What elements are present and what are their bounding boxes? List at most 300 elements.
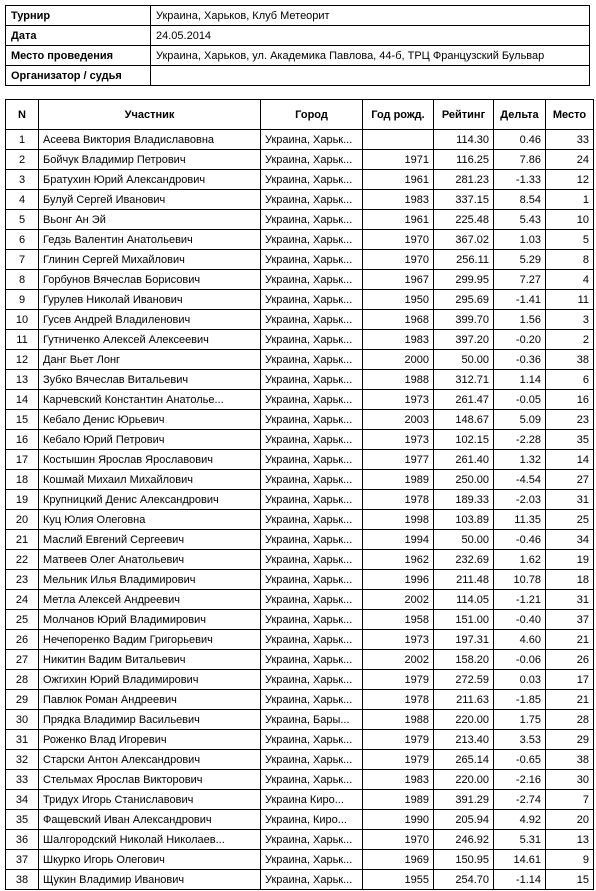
tournament-info-body xyxy=(6,6,590,86)
cell-city: Украина, Харьк... xyxy=(261,570,363,590)
cell-number: 33 xyxy=(6,770,39,790)
cell-number: 32 xyxy=(6,750,39,770)
cell-birth-year: 2003 xyxy=(363,410,434,430)
cell-delta: -1.14 xyxy=(494,870,546,890)
cell-city: Украина, Харьк... xyxy=(261,430,363,450)
cell-rating: 158.20 xyxy=(434,650,494,670)
cell-place: 38 xyxy=(546,350,594,370)
cell-participant: Зубко Вячеслав Витальевич xyxy=(39,370,261,390)
cell-place: 28 xyxy=(546,710,594,730)
cell-city: Украина, Харьк... xyxy=(261,550,363,570)
cell-delta: 14.61 xyxy=(494,850,546,870)
table-row xyxy=(6,670,594,690)
cell-number: 16 xyxy=(6,430,39,450)
cell-number: 29 xyxy=(6,690,39,710)
cell-rating: 213.40 xyxy=(434,730,494,750)
table-row xyxy=(6,790,594,810)
table-row xyxy=(6,490,594,510)
results-header-row xyxy=(6,100,594,130)
cell-number: 1 xyxy=(6,130,39,150)
cell-delta: 0.46 xyxy=(494,130,546,150)
cell-rating: 103.89 xyxy=(434,510,494,530)
cell-birth-year: 1970 xyxy=(363,830,434,850)
cell-birth-year: 1977 xyxy=(363,450,434,470)
cell-birth-year: 1983 xyxy=(363,770,434,790)
results-table xyxy=(5,99,594,890)
cell-place: 6 xyxy=(546,370,594,390)
results-body xyxy=(6,130,594,890)
cell-delta: 11.35 xyxy=(494,510,546,530)
cell-city: Украина, Харьк... xyxy=(261,270,363,290)
cell-delta: 5.43 xyxy=(494,210,546,230)
table-row xyxy=(6,130,594,150)
table-row xyxy=(6,210,594,230)
info-label: Организатор / судья xyxy=(6,66,151,86)
cell-delta: 5.29 xyxy=(494,250,546,270)
table-row xyxy=(6,750,594,770)
cell-city: Украина, Харьк... xyxy=(261,690,363,710)
cell-number: 14 xyxy=(6,390,39,410)
cell-number: 21 xyxy=(6,530,39,550)
cell-delta: 7.27 xyxy=(494,270,546,290)
cell-delta: 1.03 xyxy=(494,230,546,250)
table-row xyxy=(6,310,594,330)
cell-participant: Гедзь Валентин Анатольевич xyxy=(39,230,261,250)
cell-city: Украина, Харьк... xyxy=(261,210,363,230)
table-row xyxy=(6,710,594,730)
cell-place: 11 xyxy=(546,290,594,310)
cell-participant: Нечепоренко Вадим Григорьевич xyxy=(39,630,261,650)
cell-city: Украина, Харьк... xyxy=(261,470,363,490)
cell-delta: -2.03 xyxy=(494,490,546,510)
cell-place: 16 xyxy=(546,390,594,410)
cell-rating: 151.00 xyxy=(434,610,494,630)
cell-place: 20 xyxy=(546,810,594,830)
info-row xyxy=(6,66,590,86)
cell-delta: 0.03 xyxy=(494,670,546,690)
info-value: Украина, Харьков, Клуб Метеорит xyxy=(151,6,590,26)
cell-city: Украина, Харьк... xyxy=(261,350,363,370)
cell-number: 6 xyxy=(6,230,39,250)
cell-birth-year: 1961 xyxy=(363,170,434,190)
table-row xyxy=(6,230,594,250)
cell-birth-year: 1990 xyxy=(363,810,434,830)
cell-birth-year: 1989 xyxy=(363,470,434,490)
cell-place: 1 xyxy=(546,190,594,210)
cell-place: 35 xyxy=(546,430,594,450)
cell-rating: 254.70 xyxy=(434,870,494,890)
cell-birth-year: 1973 xyxy=(363,390,434,410)
cell-place: 17 xyxy=(546,670,594,690)
cell-participant: Крупницкий Денис Александрович xyxy=(39,490,261,510)
info-value: Украина, Харьков, ул. Академика Павлова, 44-б, ТРЦ Французский Бульвар xyxy=(151,46,590,66)
table-row xyxy=(6,350,594,370)
cell-rating: 246.92 xyxy=(434,830,494,850)
cell-number: 15 xyxy=(6,410,39,430)
cell-number: 9 xyxy=(6,290,39,310)
cell-number: 11 xyxy=(6,330,39,350)
cell-birth-year: 1989 xyxy=(363,790,434,810)
cell-participant: Ожгихин Юрий Владимирович xyxy=(39,670,261,690)
cell-city: Украина, Харьк... xyxy=(261,310,363,330)
cell-participant: Булуй Сергей Иванович xyxy=(39,190,261,210)
cell-place: 24 xyxy=(546,150,594,170)
cell-place: 25 xyxy=(546,510,594,530)
cell-delta: -0.46 xyxy=(494,530,546,550)
cell-number: 10 xyxy=(6,310,39,330)
cell-rating: 50.00 xyxy=(434,350,494,370)
cell-place: 2 xyxy=(546,330,594,350)
cell-birth-year: 1969 xyxy=(363,850,434,870)
cell-participant: Кошмай Михаил Михайлович xyxy=(39,470,261,490)
cell-participant: Костышин Ярослав Ярославович xyxy=(39,450,261,470)
cell-rating: 272.59 xyxy=(434,670,494,690)
cell-participant: Роженко Влад Игоревич xyxy=(39,730,261,750)
cell-number: 31 xyxy=(6,730,39,750)
cell-number: 27 xyxy=(6,650,39,670)
cell-delta: 5.31 xyxy=(494,830,546,850)
header-place: Место xyxy=(546,100,594,130)
cell-birth-year: 1967 xyxy=(363,270,434,290)
cell-participant: Щукин Владимир Иванович xyxy=(39,870,261,890)
table-row xyxy=(6,190,594,210)
cell-place: 21 xyxy=(546,630,594,650)
cell-participant: Гутниченко Алексей Алексеевич xyxy=(39,330,261,350)
cell-city: Украина, Харьк... xyxy=(261,670,363,690)
cell-participant: Кебало Денис Юрьевич xyxy=(39,410,261,430)
cell-number: 30 xyxy=(6,710,39,730)
table-row xyxy=(6,610,594,630)
cell-birth-year: 1983 xyxy=(363,190,434,210)
cell-delta: -2.16 xyxy=(494,770,546,790)
header-rating: Рейтинг xyxy=(434,100,494,130)
table-row xyxy=(6,370,594,390)
cell-participant: Асеева Виктория Владиславовна xyxy=(39,130,261,150)
cell-place: 23 xyxy=(546,410,594,430)
table-row xyxy=(6,410,594,430)
cell-birth-year: 1955 xyxy=(363,870,434,890)
cell-rating: 150.95 xyxy=(434,850,494,870)
table-row xyxy=(6,150,594,170)
cell-birth-year: 1971 xyxy=(363,150,434,170)
cell-city: Украина, Харьк... xyxy=(261,410,363,430)
cell-rating: 189.33 xyxy=(434,490,494,510)
cell-delta: 4.92 xyxy=(494,810,546,830)
info-row xyxy=(6,6,590,26)
cell-delta: -1.21 xyxy=(494,590,546,610)
cell-number: 28 xyxy=(6,670,39,690)
cell-city: Украина Киро... xyxy=(261,790,363,810)
cell-rating: 261.47 xyxy=(434,390,494,410)
cell-rating: 265.14 xyxy=(434,750,494,770)
cell-birth-year: 1996 xyxy=(363,570,434,590)
cell-number: 36 xyxy=(6,830,39,850)
cell-city: Украина, Харьк... xyxy=(261,750,363,770)
cell-place: 5 xyxy=(546,230,594,250)
info-label: Дата xyxy=(6,26,151,46)
cell-participant: Никитин Вадим Витальевич xyxy=(39,650,261,670)
cell-delta: -0.20 xyxy=(494,330,546,350)
cell-delta: 7.86 xyxy=(494,150,546,170)
cell-place: 27 xyxy=(546,470,594,490)
cell-city: Украина, Харьк... xyxy=(261,530,363,550)
cell-participant: Старски Антон Александрович xyxy=(39,750,261,770)
cell-place: 29 xyxy=(546,730,594,750)
cell-participant: Шалгородский Николай Николаев... xyxy=(39,830,261,850)
cell-number: 26 xyxy=(6,630,39,650)
cell-participant: Вьонг Ан Эй xyxy=(39,210,261,230)
cell-delta: 10.78 xyxy=(494,570,546,590)
cell-birth-year: 2002 xyxy=(363,650,434,670)
cell-number: 12 xyxy=(6,350,39,370)
cell-place: 30 xyxy=(546,770,594,790)
cell-place: 10 xyxy=(546,210,594,230)
cell-number: 23 xyxy=(6,570,39,590)
cell-birth-year: 1970 xyxy=(363,250,434,270)
cell-city: Украина, Харьк... xyxy=(261,150,363,170)
cell-rating: 220.00 xyxy=(434,710,494,730)
cell-delta: -0.05 xyxy=(494,390,546,410)
cell-delta: -1.41 xyxy=(494,290,546,310)
cell-place: 37 xyxy=(546,610,594,630)
cell-rating: 211.48 xyxy=(434,570,494,590)
cell-participant: Молчанов Юрий Владимирович xyxy=(39,610,261,630)
cell-city: Украина, Харьк... xyxy=(261,170,363,190)
cell-participant: Фащевский Иван Александрович xyxy=(39,810,261,830)
cell-rating: 397.20 xyxy=(434,330,494,350)
cell-rating: 261.40 xyxy=(434,450,494,470)
cell-participant: Куц Юлия Олеговна xyxy=(39,510,261,530)
cell-rating: 299.95 xyxy=(434,270,494,290)
cell-city: Украина, Харьк... xyxy=(261,650,363,670)
cell-birth-year: 2002 xyxy=(363,590,434,610)
cell-number: 5 xyxy=(6,210,39,230)
header-number: N xyxy=(6,100,39,130)
cell-birth-year: 1973 xyxy=(363,430,434,450)
cell-delta: -0.36 xyxy=(494,350,546,370)
cell-delta: 4.60 xyxy=(494,630,546,650)
cell-number: 13 xyxy=(6,370,39,390)
cell-delta: 1.56 xyxy=(494,310,546,330)
cell-birth-year: 1978 xyxy=(363,690,434,710)
cell-birth-year: 1988 xyxy=(363,710,434,730)
table-row xyxy=(6,290,594,310)
cell-birth-year: 1978 xyxy=(363,490,434,510)
cell-city: Украина, Харьк... xyxy=(261,250,363,270)
cell-participant: Прядка Владимир Васильевич xyxy=(39,710,261,730)
cell-rating: 337.15 xyxy=(434,190,494,210)
cell-place: 14 xyxy=(546,450,594,470)
cell-number: 7 xyxy=(6,250,39,270)
cell-delta: 1.14 xyxy=(494,370,546,390)
cell-rating: 250.00 xyxy=(434,470,494,490)
table-row xyxy=(6,250,594,270)
cell-place: 12 xyxy=(546,170,594,190)
cell-participant: Стельмах Ярослав Викторович xyxy=(39,770,261,790)
cell-birth-year: 1983 xyxy=(363,330,434,350)
cell-city: Украина, Харьк... xyxy=(261,770,363,790)
cell-place: 3 xyxy=(546,310,594,330)
cell-number: 8 xyxy=(6,270,39,290)
table-row xyxy=(6,850,594,870)
cell-city: Украина, Бары... xyxy=(261,710,363,730)
cell-birth-year: 1988 xyxy=(363,370,434,390)
cell-birth-year: 1998 xyxy=(363,510,434,530)
header-participant: Участник xyxy=(39,100,261,130)
info-label: Турнир xyxy=(6,6,151,26)
tournament-info-table xyxy=(5,5,590,86)
cell-city: Украина, Харьк... xyxy=(261,830,363,850)
cell-participant: Гурулев Николай Иванович xyxy=(39,290,261,310)
cell-city: Украина, Харьк... xyxy=(261,370,363,390)
cell-rating: 281.23 xyxy=(434,170,494,190)
cell-place: 33 xyxy=(546,130,594,150)
cell-city: Украина, Харьк... xyxy=(261,130,363,150)
cell-number: 35 xyxy=(6,810,39,830)
cell-city: Украина, Харьк... xyxy=(261,870,363,890)
cell-rating: 114.30 xyxy=(434,130,494,150)
cell-number: 19 xyxy=(6,490,39,510)
cell-birth-year: 1968 xyxy=(363,310,434,330)
cell-number: 4 xyxy=(6,190,39,210)
cell-place: 31 xyxy=(546,490,594,510)
cell-birth-year: 1970 xyxy=(363,230,434,250)
cell-number: 25 xyxy=(6,610,39,630)
cell-city: Украина, Харьк... xyxy=(261,190,363,210)
table-row xyxy=(6,430,594,450)
cell-rating: 50.00 xyxy=(434,530,494,550)
table-row xyxy=(6,570,594,590)
cell-rating: 225.48 xyxy=(434,210,494,230)
cell-participant: Бойчук Владимир Петрович xyxy=(39,150,261,170)
table-row xyxy=(6,650,594,670)
cell-delta: -1.33 xyxy=(494,170,546,190)
cell-place: 18 xyxy=(546,570,594,590)
table-row xyxy=(6,530,594,550)
cell-birth-year xyxy=(363,130,434,150)
cell-birth-year: 1979 xyxy=(363,750,434,770)
cell-participant: Маслий Евгений Сергеевич xyxy=(39,530,261,550)
info-value xyxy=(151,66,590,86)
cell-rating: 220.00 xyxy=(434,770,494,790)
cell-birth-year: 1958 xyxy=(363,610,434,630)
cell-birth-year: 2000 xyxy=(363,350,434,370)
cell-delta: -1.85 xyxy=(494,690,546,710)
cell-place: 31 xyxy=(546,590,594,610)
cell-city: Украина, Харьк... xyxy=(261,230,363,250)
cell-city: Украина, Харьк... xyxy=(261,510,363,530)
cell-birth-year: 1994 xyxy=(363,530,434,550)
info-label: Место проведения xyxy=(6,46,151,66)
cell-delta: 5.09 xyxy=(494,410,546,430)
cell-delta: -0.06 xyxy=(494,650,546,670)
table-row xyxy=(6,810,594,830)
cell-city: Украина, Харьк... xyxy=(261,730,363,750)
cell-number: 22 xyxy=(6,550,39,570)
cell-number: 18 xyxy=(6,470,39,490)
info-row xyxy=(6,46,590,66)
table-row xyxy=(6,450,594,470)
cell-city: Украина, Харьк... xyxy=(261,290,363,310)
cell-place: 21 xyxy=(546,690,594,710)
cell-rating: 312.71 xyxy=(434,370,494,390)
cell-number: 24 xyxy=(6,590,39,610)
table-row xyxy=(6,330,594,350)
cell-participant: Павлюк Роман Андреевич xyxy=(39,690,261,710)
cell-participant: Гусев Андрей Владиленович xyxy=(39,310,261,330)
table-row xyxy=(6,470,594,490)
cell-number: 3 xyxy=(6,170,39,190)
cell-delta: -2.28 xyxy=(494,430,546,450)
cell-delta: 1.32 xyxy=(494,450,546,470)
cell-delta: 1.75 xyxy=(494,710,546,730)
cell-participant: Братухин Юрий Александрович xyxy=(39,170,261,190)
cell-participant: Мельник Илья Владимирович xyxy=(39,570,261,590)
cell-delta: -2.74 xyxy=(494,790,546,810)
header-birth-year: Год рожд. xyxy=(363,100,434,130)
cell-delta: 3.53 xyxy=(494,730,546,750)
cell-place: 7 xyxy=(546,790,594,810)
info-row xyxy=(6,26,590,46)
cell-birth-year: 1961 xyxy=(363,210,434,230)
cell-birth-year: 1979 xyxy=(363,730,434,750)
table-row xyxy=(6,690,594,710)
table-row xyxy=(6,170,594,190)
cell-delta: -0.40 xyxy=(494,610,546,630)
cell-birth-year: 1973 xyxy=(363,630,434,650)
cell-delta: 1.62 xyxy=(494,550,546,570)
table-row xyxy=(6,830,594,850)
cell-place: 8 xyxy=(546,250,594,270)
table-row xyxy=(6,630,594,650)
cell-number: 37 xyxy=(6,850,39,870)
header-city: Город xyxy=(261,100,363,130)
cell-delta: -0.65 xyxy=(494,750,546,770)
cell-place: 15 xyxy=(546,870,594,890)
cell-rating: 367.02 xyxy=(434,230,494,250)
cell-participant: Метла Алексей Андреевич xyxy=(39,590,261,610)
cell-participant: Данг Вьет Лонг xyxy=(39,350,261,370)
table-row xyxy=(6,870,594,890)
table-row xyxy=(6,590,594,610)
cell-city: Украина, Харьк... xyxy=(261,630,363,650)
cell-city: Украина, Харьк... xyxy=(261,490,363,510)
cell-place: 34 xyxy=(546,530,594,550)
cell-participant: Горбунов Вячеслав Борисович xyxy=(39,270,261,290)
cell-place: 38 xyxy=(546,750,594,770)
cell-place: 13 xyxy=(546,830,594,850)
cell-rating: 232.69 xyxy=(434,550,494,570)
cell-rating: 116.25 xyxy=(434,150,494,170)
cell-delta: 8.54 xyxy=(494,190,546,210)
cell-rating: 211.63 xyxy=(434,690,494,710)
table-row xyxy=(6,730,594,750)
cell-participant: Матвеев Олег Анатольевич xyxy=(39,550,261,570)
cell-birth-year: 1979 xyxy=(363,670,434,690)
cell-number: 17 xyxy=(6,450,39,470)
cell-rating: 295.69 xyxy=(434,290,494,310)
cell-number: 38 xyxy=(6,870,39,890)
cell-number: 34 xyxy=(6,790,39,810)
cell-city: Украина, Харьк... xyxy=(261,330,363,350)
cell-delta: -4.54 xyxy=(494,470,546,490)
table-row xyxy=(6,270,594,290)
cell-birth-year: 1950 xyxy=(363,290,434,310)
cell-city: Украина, Харьк... xyxy=(261,590,363,610)
cell-birth-year: 1962 xyxy=(363,550,434,570)
cell-rating: 114.05 xyxy=(434,590,494,610)
table-row xyxy=(6,390,594,410)
